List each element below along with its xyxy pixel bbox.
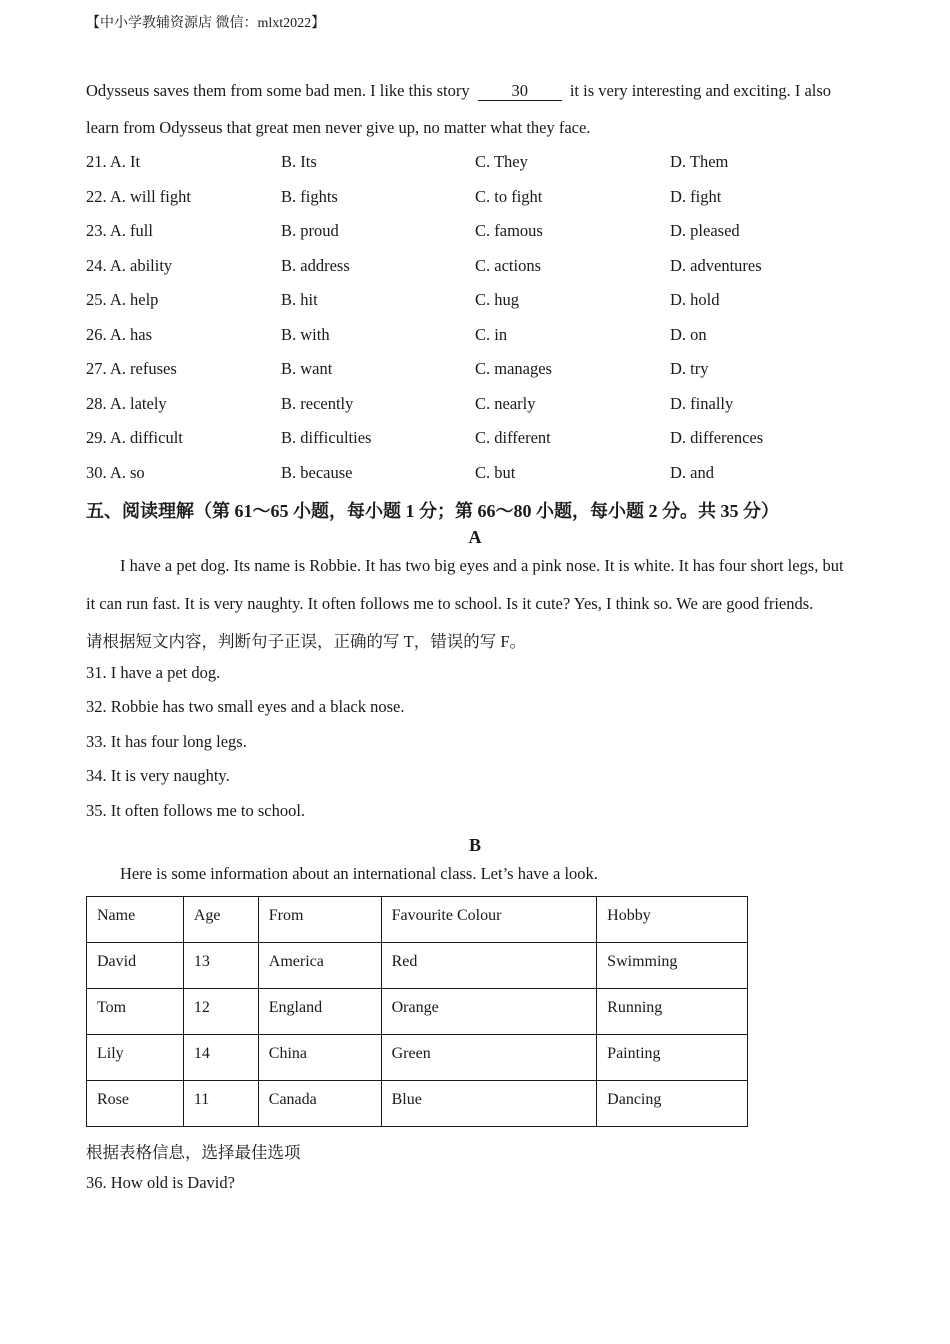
part-b-instruction: 根据表格信息，选择最佳选项 — [86, 1143, 301, 1162]
question-31: 31. I have a pet dog. — [86, 663, 221, 682]
passage-text-before-blank: Odysseus saves them from some bad men. I like this story — [86, 81, 470, 100]
passage-line-1 — [86, 81, 831, 101]
option-row — [86, 359, 866, 381]
option-b: B. proud — [281, 221, 339, 240]
info-table — [86, 896, 748, 1127]
header-watermark: 【中小学教辅资源店 微信：mlxt2022】 — [86, 16, 326, 31]
option-b: B. address — [281, 256, 350, 275]
table-cell: Red — [381, 943, 597, 989]
part-b-intro: Here is some information about an international class. Let’s have a look. — [120, 864, 598, 883]
option-row — [86, 221, 866, 243]
option-a: 21. A. It — [86, 152, 141, 171]
option-c: C. different — [475, 428, 551, 447]
table-cell: 14 — [183, 1035, 258, 1081]
option-b: B. recently — [281, 394, 354, 413]
question-32: 32. Robbie has two small eyes and a black nose. — [86, 697, 405, 716]
option-a: 23. A. full — [86, 221, 153, 240]
question-34: 34. It is very naughty. — [86, 766, 230, 785]
option-c: C. nearly — [475, 394, 536, 413]
table-header-cell: Age — [183, 897, 258, 943]
table-header-cell: Hobby — [597, 897, 748, 943]
part-a-text-line-2: it can run fast. It is very naughty. It often follows me to school. Is it cute? Yes, I think so. We are good friends. — [86, 594, 814, 613]
option-d: D. fight — [670, 187, 722, 206]
option-a: 25. A. help — [86, 290, 159, 309]
table-cell: America — [258, 943, 381, 989]
option-a: 28. A. lately — [86, 394, 167, 413]
table-cell: Lily — [87, 1035, 184, 1081]
option-c: C. manages — [475, 359, 552, 378]
table-row — [87, 989, 748, 1035]
option-d: D. and — [670, 463, 714, 482]
part-b-title: B — [468, 835, 481, 855]
table-row — [87, 1035, 748, 1081]
question-36: 36. How old is David? — [86, 1173, 235, 1192]
option-c: C. They — [475, 152, 528, 171]
table-cell: David — [87, 943, 184, 989]
part-a-text-line-1: I have a pet dog. Its name is Robbie. It has two big eyes and a pink nose. It is white. It has four short legs, but — [120, 556, 844, 575]
option-d: D. hold — [670, 290, 720, 309]
option-c: C. hug — [475, 290, 520, 309]
table-row — [87, 943, 748, 989]
question-35: 35. It often follows me to school. — [86, 801, 306, 820]
option-d: D. Them — [670, 152, 729, 171]
option-c: C. in — [475, 325, 508, 344]
option-b: B. Its — [281, 152, 317, 171]
table-cell: Tom — [87, 989, 184, 1035]
table-cell: Dancing — [597, 1081, 748, 1127]
option-b: B. difficulties — [281, 428, 372, 447]
option-d: D. on — [670, 325, 707, 344]
option-c: C. famous — [475, 221, 543, 240]
option-c: C. actions — [475, 256, 541, 275]
table-cell: 12 — [183, 989, 258, 1035]
section-heading: 五、阅读理解（第 61～65 小题，每小题 1 分；第 66～80 小题，每小题 2 分。共 35 分） — [86, 501, 779, 521]
option-b: B. fights — [281, 187, 338, 206]
option-row — [86, 325, 866, 347]
option-a: 24. A. ability — [86, 256, 173, 275]
table-cell: England — [258, 989, 381, 1035]
option-b: B. want — [281, 359, 333, 378]
option-c: C. but — [475, 463, 516, 482]
table-cell: 13 — [183, 943, 258, 989]
passage-line-2: learn from Odysseus that great men never give up, no matter what they face. — [86, 118, 591, 137]
part-a-title: A — [468, 527, 482, 547]
part-a-instruction: 请根据短文内容，判断句子正误，正确的写 T，错误的写 F。 — [86, 632, 527, 651]
blank-30: 30 — [478, 82, 562, 101]
option-d: D. try — [670, 359, 709, 378]
table-header-cell: From — [258, 897, 381, 943]
table-cell: Painting — [597, 1035, 748, 1081]
table-cell: Orange — [381, 989, 597, 1035]
passage-text-after-blank: it is very interesting and exciting. I also — [569, 81, 832, 100]
option-a: 29. A. difficult — [86, 428, 183, 447]
table-row — [87, 1081, 748, 1127]
table-cell: Swimming — [597, 943, 748, 989]
option-row — [86, 428, 866, 450]
option-c: C. to fight — [475, 187, 543, 206]
option-d: D. finally — [670, 394, 734, 413]
option-b: B. because — [281, 463, 353, 482]
table-cell: 11 — [183, 1081, 258, 1127]
option-d: D. pleased — [670, 221, 740, 240]
option-d: D. differences — [670, 428, 764, 447]
table-cell: Running — [597, 989, 748, 1035]
option-b: B. hit — [281, 290, 318, 309]
table-cell: Canada — [258, 1081, 381, 1127]
option-a: 26. A. has — [86, 325, 152, 344]
option-row — [86, 394, 866, 416]
table-header-row — [87, 897, 748, 943]
option-row — [86, 152, 866, 174]
option-row — [86, 463, 866, 485]
option-row — [86, 187, 866, 209]
option-a: 27. A. refuses — [86, 359, 177, 378]
table-header-cell: Name — [87, 897, 184, 943]
table-cell: Blue — [381, 1081, 597, 1127]
table-cell: Rose — [87, 1081, 184, 1127]
question-33: 33. It has four long legs. — [86, 732, 247, 751]
table-cell: China — [258, 1035, 381, 1081]
option-row — [86, 290, 866, 312]
option-d: D. adventures — [670, 256, 762, 275]
option-a: 30. A. so — [86, 463, 145, 482]
option-row — [86, 256, 866, 278]
table-header-cell: Favourite Colour — [381, 897, 597, 943]
option-b: B. with — [281, 325, 330, 344]
option-a: 22. A. will fight — [86, 187, 191, 206]
table-cell: Green — [381, 1035, 597, 1081]
